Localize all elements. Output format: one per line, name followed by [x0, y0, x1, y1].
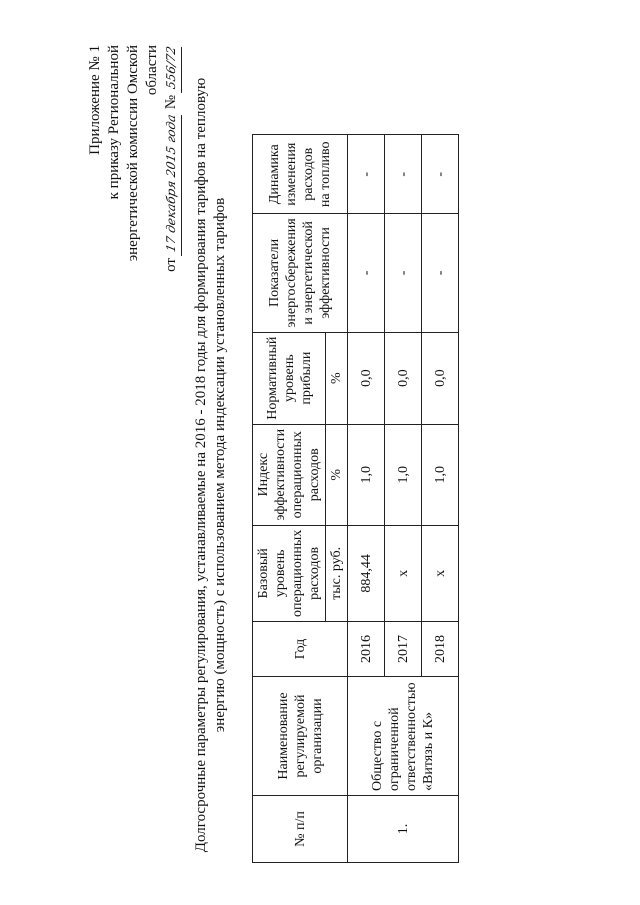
cell-base: х: [385, 525, 422, 621]
header-fuel-dynamics: Динамика изменения расходов на топливо: [253, 135, 348, 214]
cell-energy: -: [348, 214, 385, 332]
appendix-line-1: Приложение № 1: [87, 45, 103, 155]
cell-year: 2016: [348, 622, 385, 677]
table-header-row: [253, 135, 326, 863]
cell-fuel: -: [385, 135, 422, 214]
appendix-line-3: энергетической комиссии Омской области: [125, 45, 160, 262]
cell-index: 1,0: [422, 424, 459, 525]
appendix-line-2: к приказу Региональной: [106, 45, 122, 200]
parameters-table: [252, 134, 459, 863]
appendix-block: [86, 45, 182, 305]
cell-fuel: -: [422, 135, 459, 214]
cell-profit: 0,0: [422, 332, 459, 424]
cell-year: 2018: [422, 622, 459, 677]
cell-profit: 0,0: [348, 332, 385, 424]
header-organization: Наименование регулируемой организации: [253, 677, 348, 796]
appendix-line-4: [162, 45, 182, 305]
cell-energy: -: [422, 214, 459, 332]
cell-index: 1,0: [385, 424, 422, 525]
cell-year: 2017: [385, 622, 422, 677]
document-title: [192, 55, 230, 875]
handwritten-number: 556/72: [162, 43, 182, 93]
title-line-2: энергию (мощность) с использованием метода индексации установленных тарифов: [212, 197, 228, 733]
appendix-number-sign: №: [163, 94, 179, 110]
handwritten-date: 17 декабря 2015 года: [162, 111, 182, 257]
unit-efficiency-index: %: [326, 424, 348, 525]
unit-profit-level: %: [326, 332, 348, 424]
header-number: № п/п: [253, 796, 348, 863]
header-profit-level: Нормативный уровень прибыли: [253, 332, 326, 424]
unit-base-level: тыс. руб.: [326, 525, 348, 621]
title-line-1: Долгосрочные параметры регулирования, устанавливаемые на 2016 - 2018 годы для формирования тарифов на тепловую: [193, 77, 209, 853]
cell-base: х: [422, 525, 459, 621]
table-row: [348, 135, 385, 863]
header-efficiency-index: Индекс эффективности операционных расходов: [253, 424, 326, 525]
cell-index: 1,0: [348, 424, 385, 525]
cell-energy: -: [385, 214, 422, 332]
cell-fuel: -: [348, 135, 385, 214]
header-energy-saving: Показатели энергосбережения и энергетической эффективности: [253, 214, 348, 332]
cell-profit: 0,0: [385, 332, 422, 424]
header-year: Год: [253, 622, 348, 677]
row-number: 1.: [348, 796, 459, 863]
organization-name: Общество с ограниченной ответственностью «Витязь и К»: [348, 677, 459, 796]
cell-base: 884,44: [348, 525, 385, 621]
header-base-level: Базовый уровень операционных расходов: [253, 525, 326, 621]
appendix-date-prefix: от: [163, 258, 179, 272]
